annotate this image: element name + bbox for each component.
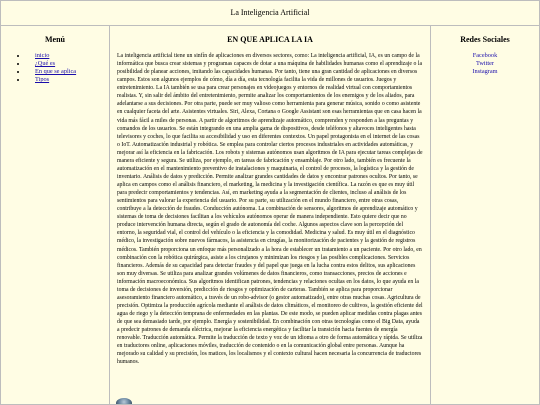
article-body: La inteligencia artificial tiene un sinfín de aplicaciones en diversos sectores, como: La inteligencia artificial, IA, es un campo de la informática que busca crear sistemas y programas capaces de dotar a una máquina de habilidades humanas como el aprendizaje o la posibilidad de planear acciones, imitando las capacidades humanas. Por tanto, tiene una gran cantidad de aplicaciones en diversos campos. Estos son algunos ejemplos de cómo, día a día, esta tecnología facilita la vida de millones de usuarios. Juegos y entretenimiento. La IA también se usa para crear personajes en videojuegos y entornos de realidad virtual con comportamientos realistas. Y, sin salir del ámbito del entretenimiento, permite analizar los comportamientos de los enemigos y de los aliados, para adelantarse a sus decisiones. Por otra parte, puede ser muy valioso como herramienta para generar música, sonido o como asistente en cualquier faceta del arte. Asistentes virtuales. Siri, Alexa, Cortana o Google Assistant son esas herramientas que en casa hacen la vida más fácil a miles de personas. A partir de algoritmos de aprendizaje automático, comprenden y responden a las preguntas y comandos de los usuarios. Se están integrando en una amplia gama de dispositivos, desde teléfonos y altavoces inteligentes hasta televisores y coches, lo que facilita su accesibilidad y uso en diferentes contextos. Un papel protagonista en el internet de las cosas o IoT. Automatización industrial y robótica. Se emplea para controlar ciertos procesos industriales en actividades automáticas, y mejorar así la eficiencia en la fabricación. Los robots y sistemas autónomos usan algoritmos de IA para ejecutar tareas complejas de manera eficiente y segura. Se utiliza, por ejemplo, en tareas de fabricación y ensamblaje. Por otro lado, también es frecuente la automatización en el mantenimiento preventivo de instalaciones y maquinaria, el control de procesos, la logística y la gestión de inventario. Análisis de datos y predicción. Permite analizar grandes cantidades de datos y encontrar patrones ocultos. Por tanto, se aplica en campos como el análisis financiero, el marketing, la medicina y la investigación científica. La razón es que es muy útil para predecir comportamientos y tendencias. Así, en marketing ayuda a la segmentación de clientes, incluso al análisis de los sentimientos para valorar la experiencia del usuario. Por su parte, su utilización en el mundo financiero, entre otras cosas, contribuye a la detección de fraudes. Conducción autónoma. La combinación de sensores, algoritmos de aprendizaje automático y sistemas de toma de decisiones facilitan a los vehículos autónomos operar de manera independiente. Esto quiere decir que no produce intervención humana directa, según el grado de autonomía del coche. Algunos aspectos clave son la percepción del entorno, la seguridad vial, el control del vehículo o la eficiencia y la comodidad. Medicina y salud. Es muy útil en el diagnóstico médico, la investigación sobre nuevos fármacos, la asistencia en cirugías, la monitorización de pacientes y la gestión de registros médicos. También proporciona un enfoque más personalizado a la hora de establecer un tratamiento a un paciente. Por otro lado, en combinación con la robótica quirúrgica, asiste a los cirujanos y minimizan los riesgos y las posibles complicaciones. Servicios financieros. Además de su capacidad para detectar fraudes y del papel que juega en la lucha contra estos delitos, sus aplicaciones son muy diversas. Se utiliza para analizar grandes volúmenes de datos financieros, como transacciones, precios de acciones e información macroeconómica. Sus algoritmos identifican patrones, tendencias y relaciones ocultas en los datos, lo que ayuda en la toma de decisiones de inversión, predicción de riesgos y optimización de carteras. También se aplica para proporcionar asesoramiento financiero automático, a través de un robo-advisor (o gestor automatizado), entre otras muchas cosas. Agricultura de precisión. Optimiza la producción agrícola mediante el análisis de datos climáticos, el monitoreo de cultivos, la gestión eficiente del agua de riego y la detección temprana de enfermedades en las plantas. De este modo, se pueden aplicar medidas contra plagas antes de que sea demasiado tarde, por ejemplo. Energía y sostenibilidad. En combinación con otras tecnologías como el Big Data, ayuda a predecir patrones de demanda eléctrica, mejorar la eficiencia energética y facilitar la transición hacia fuentes de energía renovable. Traducción automática. Permite la traducción de texto y voz de un idioma a otro de forma automática y rápida. Se utiliza en traductores online, aplicaciones móviles, traducción de contenido o en la comunicación global entre personas. Aunque ha mejorado su calidad y su precisión, los matices, los localismos y el contexto cultural hacen necesaria la concurrencia de traductores humanos. [117, 53, 423, 366]
social-item [431, 60, 539, 68]
site-title: La Inteligencia Artificial [230, 8, 310, 17]
site-header [1, 1, 539, 26]
twitter-link[interactable]: Twitter [475, 60, 495, 67]
content-row [1, 25, 539, 404]
menu-item [27, 52, 109, 60]
menu-link-inicio[interactable]: inicio [35, 52, 50, 59]
menu-item [27, 68, 109, 76]
article-image [116, 398, 132, 404]
menu-item [27, 60, 109, 68]
social-item [431, 68, 539, 76]
social-item [431, 52, 539, 60]
menu-link-tipos[interactable]: Tipos [35, 76, 50, 83]
main-content [110, 25, 431, 404]
right-sidebar [431, 25, 539, 404]
social-list [431, 52, 539, 76]
menu-link-en-que-se-aplica[interactable]: En que se aplica [35, 68, 77, 75]
menu-item [27, 76, 109, 84]
left-sidebar [1, 25, 110, 404]
article-heading: EN QUE APLICA LA IA [227, 35, 313, 44]
menu-heading: Menú [45, 35, 65, 44]
social-heading: Redes Sociales [460, 35, 510, 44]
instagram-link[interactable]: Instagram [472, 68, 498, 75]
menu-link-que-es[interactable]: ¿Qué es [35, 60, 56, 67]
facebook-link[interactable]: Facebook [472, 52, 498, 59]
menu-list [1, 52, 109, 84]
